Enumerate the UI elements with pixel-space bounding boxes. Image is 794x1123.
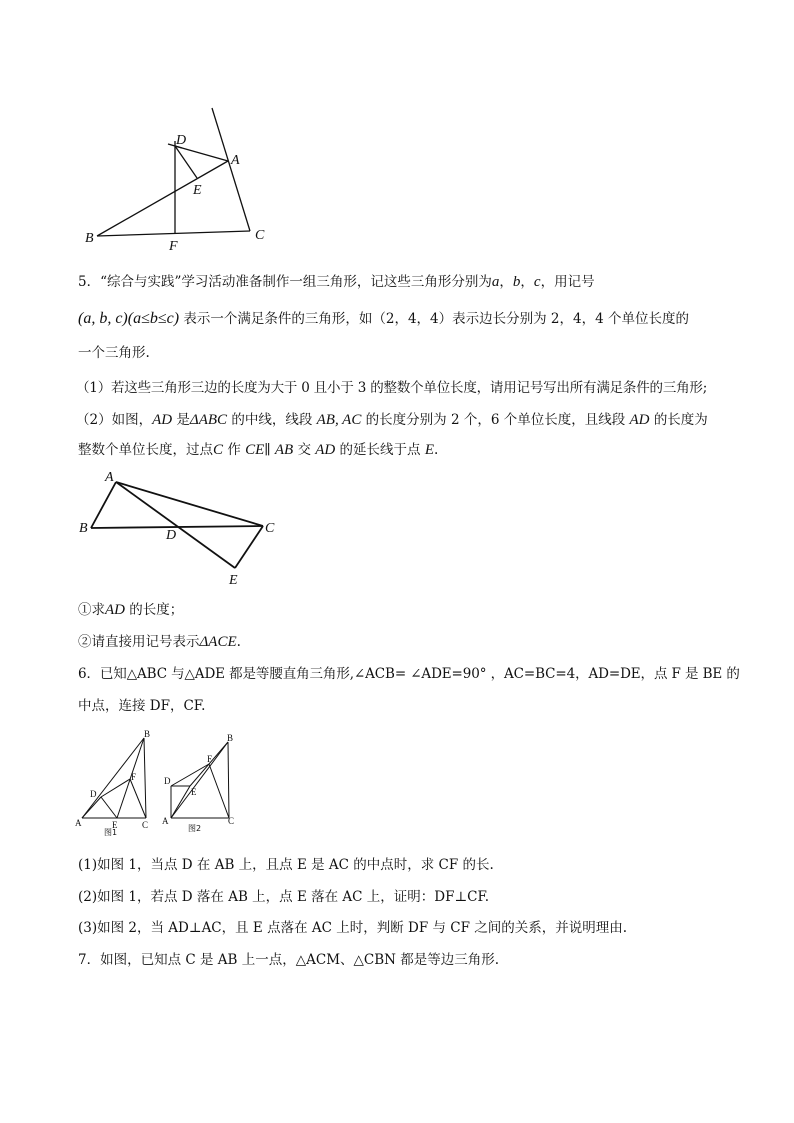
- figure-2: [78, 470, 288, 590]
- q6-part-3: (3)如图 2，当 AD⊥AC，且 E 点落在 AC 上时，判断 DF 与 CF 之间的关系，并说明理由.: [78, 920, 628, 936]
- fig2-label-E: E: [229, 573, 238, 588]
- fig3a-label-F: F: [131, 772, 137, 782]
- fig3-caption-2: 图2: [188, 824, 202, 833]
- fig3a-label-E: E: [112, 820, 118, 830]
- q5-part-2-line-2: 整数个单位长度，过点C 作 CE∥ AB 交 AD 的延长线于点 E.: [78, 442, 439, 458]
- fig2-label-D: D: [166, 528, 177, 543]
- fig3a-label-A: A: [75, 818, 82, 828]
- fig1-label-B: B: [85, 231, 94, 246]
- fig3a-label-C: C: [142, 820, 149, 830]
- fig3a-label-D: D: [90, 789, 97, 799]
- fig3a-label-B: B: [144, 729, 151, 739]
- fig1-label-F: F: [169, 239, 178, 254]
- figure-3: [74, 724, 254, 836]
- fig1-label-C: C: [255, 228, 265, 243]
- q6-line-1: 6．已知△ABC 与△ADE 都是等腰直角三角形,∠ACB= ∠ADE=90° ，AC=BC=4，AD=DE，点 F 是 BE 的: [78, 666, 740, 682]
- fig3b-label-C: C: [228, 816, 235, 826]
- q5-line-3: 一个三角形.: [78, 345, 150, 361]
- figure-1: [80, 104, 280, 254]
- fig3b-label-D: D: [164, 776, 171, 786]
- fig3b-label-A: A: [162, 816, 169, 826]
- fig2-label-B: B: [79, 521, 88, 536]
- q5-line-2: (a, b, c)(a≤b≤c) 表示一个满足条件的三角形，如（2，4，4）表示边长分别为 2，4，4 个单位长度的: [78, 310, 689, 327]
- fig1-label-D: D: [176, 133, 187, 148]
- q5-part-2-line-1: （2）如图，AD 是ΔABC 的中线，线段 AB, AC 的长度分别为 2 个，6 个单位长度，且线段 AD 的长度为: [76, 412, 708, 428]
- q5-line-1: 5．“综合与实践”学习活动准备制作一组三角形，记这些三角形分别为a，b，c，用记号: [78, 274, 595, 290]
- q5-sub-1: ①求AD 的长度；: [78, 602, 184, 618]
- q5-notation: (a, b, c)(a≤b≤c): [78, 310, 180, 327]
- q7-line-1: 7．如图，已知点 C 是 AB 上一点，△ACM、△CBN 都是等边三角形.: [78, 952, 500, 968]
- fig3-caption-1: 图1: [104, 828, 118, 836]
- fig1-label-E: E: [193, 183, 202, 198]
- q6-part-2: (2)如图 1，若点 D 落在 AB 上，点 E 落在 AC 上，证明：DF⊥CF.: [78, 889, 490, 905]
- q6-part-1: (1)如图 1，当点 D 在 AB 上，且点 E 是 AC 的中点时，求 CF 的长.: [78, 857, 494, 873]
- fig3b-label-E: E: [191, 787, 197, 797]
- fig2-label-A: A: [105, 470, 114, 485]
- fig3b-label-B: B: [227, 733, 234, 743]
- q6-line-2: 中点，连接 DF，CF.: [78, 698, 206, 714]
- q5-sub-2: ②请直接用记号表示ΔACE.: [78, 634, 241, 650]
- fig2-label-C: C: [265, 521, 275, 536]
- fig1-label-A: A: [231, 153, 240, 168]
- fig3b-label-F: F: [207, 754, 213, 764]
- q5-part-1: （1）若这些三角形三边的长度为大于 0 且小于 3 的整数个单位长度，请用记号写出所有满足条件的三角形;: [76, 380, 708, 396]
